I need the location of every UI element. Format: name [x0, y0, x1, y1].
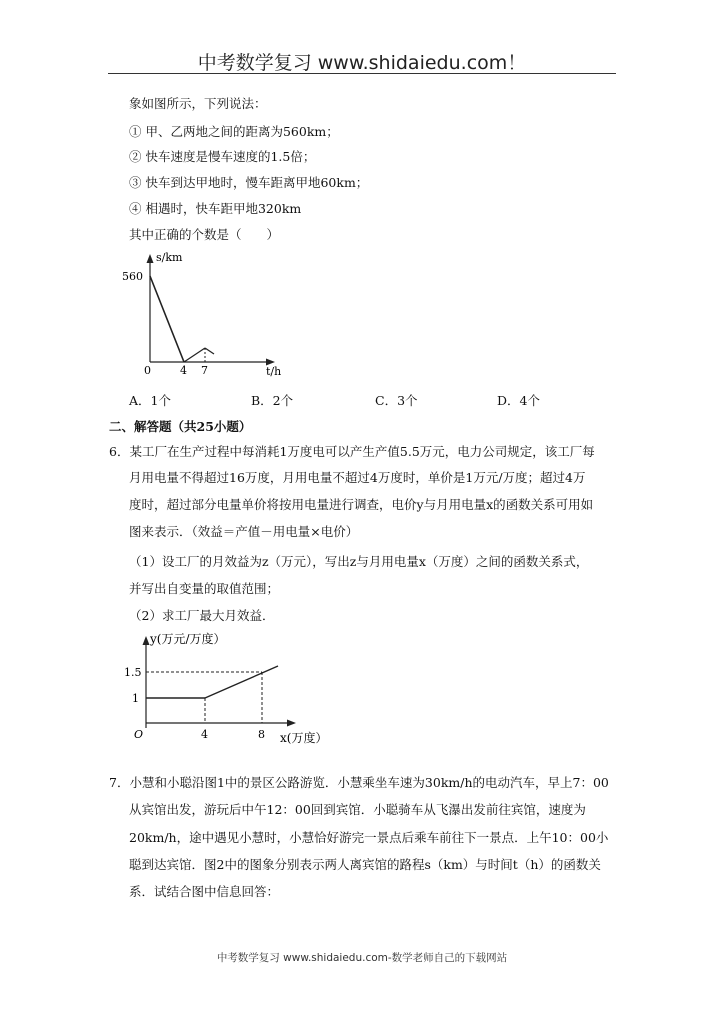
- section-heading: 二、解答题（共25小题）: [109, 419, 252, 434]
- q5-statement-3: ③ 快车到达甲地时，慢车距离甲地60km；: [129, 175, 369, 190]
- q5-statement-4: ④ 相遇时，快车距甲地320km: [129, 201, 302, 216]
- q6-line-3: 度时，超过部分电量单价将按用电量进行调查，电价y与月用电量x的函数关系可用如: [129, 497, 594, 512]
- price-usage-graph: [120, 628, 340, 754]
- chart2-segment-rising: [205, 666, 278, 698]
- chart1-origin: 0: [144, 364, 151, 377]
- chart1-x-tick-4: 4: [180, 364, 187, 377]
- chart2-y-tick-1.5: 1.5: [124, 666, 142, 679]
- choice-d: D．4个: [497, 393, 540, 408]
- chart2-x-tick-8: 8: [258, 728, 265, 741]
- q6-line-5: （1）设工厂的月效益为z（万元），写出z与月用电量x（万度）之间的函数关系式，: [129, 554, 589, 569]
- header-divider: [108, 73, 616, 74]
- chart1-segment-rise: [184, 348, 205, 362]
- chart1-x-label: t/h: [266, 365, 282, 378]
- chart1-y-arrow: [147, 254, 154, 263]
- q7-line-5: 系．试结合图中信息回答：: [129, 884, 280, 899]
- chart2-x-tick-4: 4: [201, 728, 208, 741]
- q7-line-1: 7．小慧和小聪沿图1中的景区公路游览．小慧乘坐车速为30km/h的电动汽车，早上7：00: [109, 775, 609, 790]
- distance-time-graph: [120, 244, 295, 379]
- q5-statement-2: ② 快车速度是慢车速度的1.5倍；: [129, 149, 316, 164]
- q7-line-4: 聪到达宾馆．图2中的图象分别表示两人离宾馆的路程s（km）与时间t（h）的函数关: [129, 857, 601, 872]
- q7-line-3: 20km/h，途中遇见小慧时，小慧恰好游完一景点后乘车前往下一景点．上午10：00小: [129, 830, 609, 845]
- chart2-y-tick-1: 1: [132, 692, 139, 705]
- chart1-x-tick-7: 7: [201, 364, 208, 377]
- q6-line-4: 图来表示．（效益＝产值－用电量×电价）: [129, 524, 359, 539]
- page-header-title: 中考数学复习 www.shidaiedu.com！: [197, 52, 527, 74]
- chart2-y-arrow: [143, 636, 150, 645]
- q7-line-2: 从宾馆出发，游玩后中午12：00回到宾馆．小聪骑车从飞瀑出发前往宾馆，速度为: [129, 802, 586, 817]
- chart1-segment-fall: [205, 348, 214, 354]
- chart1-y-label: s/km: [156, 251, 183, 264]
- chart1-segment-approach: [150, 276, 184, 362]
- q5-statement-1: ① 甲、乙两地之间的距离为560km；: [129, 124, 339, 139]
- q5-intro: 象如图所示，下列说法：: [129, 96, 267, 111]
- chart1-y-tick-560: 560: [122, 270, 143, 283]
- choice-a: A．1个: [129, 393, 171, 408]
- chart2-origin: O: [134, 728, 144, 741]
- q6-line-2: 月用电量不得超过16万度，月用电量不超过4万度时，单价是1万元/万度；超过4万: [129, 470, 586, 485]
- chart2-x-label: x(万度）: [280, 731, 328, 745]
- q6-line-6: 并写出自变量的取值范围；: [129, 581, 280, 596]
- chart2-y-label: y(万元/万度）: [150, 632, 226, 646]
- q6-line-1: 6．某工厂在生产过程中每消耗1万度电可以产生产值5.5万元，电力公司规定，该工厂每: [109, 444, 595, 459]
- q5-question: 其中正确的个数是（ ）: [129, 227, 280, 242]
- chart2-x-arrow: [287, 720, 296, 727]
- q6-line-7: （2）求工厂最大月效益．: [129, 608, 275, 623]
- page-footer: 中考数学复习 www.shidaiedu.com-数学老师自己的下载网站: [216, 952, 508, 964]
- choice-b: B．2个: [251, 393, 294, 408]
- choice-c: C．3个: [375, 393, 418, 408]
